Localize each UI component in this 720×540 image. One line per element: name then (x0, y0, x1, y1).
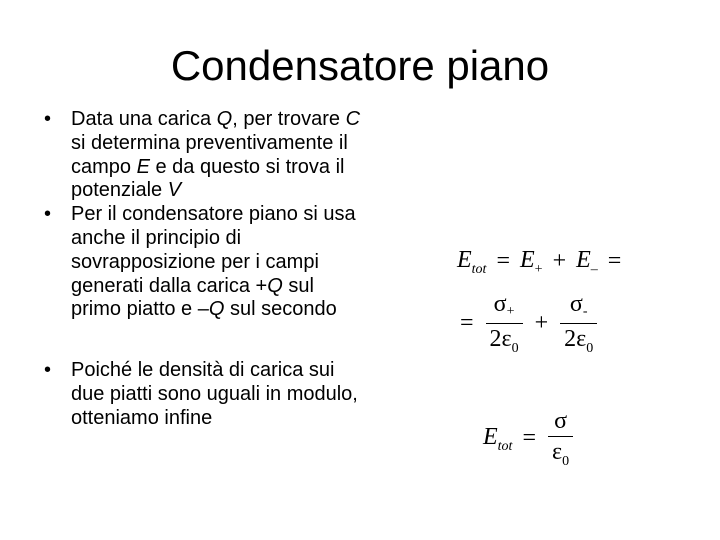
formula-subscript: + (506, 304, 515, 319)
formula-operator: + (534, 310, 549, 336)
bullet-text: e da questo si trova il potenziale (71, 155, 345, 202)
fraction-numerator (560, 291, 597, 324)
bullet-text-italic: V (167, 179, 182, 202)
fraction-denominator (486, 324, 523, 356)
formula-subscript: 0 (511, 341, 519, 356)
bullet-text-italic: E (136, 155, 150, 178)
fraction-numerator: σ (548, 408, 573, 437)
formula-total-field-result (483, 408, 575, 469)
formula-symbol: σ (493, 291, 507, 317)
formula-operator: = (460, 310, 474, 336)
formula-operator: = (496, 247, 510, 274)
formula-symbol: σ (569, 291, 583, 317)
formula-symbol: E (520, 247, 535, 273)
formula-operator: = (607, 247, 622, 274)
bullet-text: Poiché le densità di carica sui due piatti sono uguali in modulo, otteniamo infine (71, 359, 358, 429)
formula-subscript: – (590, 262, 598, 277)
bullet-text: , per trovare (232, 108, 346, 130)
fraction-numerator (486, 291, 523, 324)
formula-fraction (560, 291, 597, 356)
formula-symbol: E (576, 247, 591, 273)
bullet-text: sul secondo (224, 298, 337, 321)
bullet-item-2 (44, 203, 364, 322)
formula-symbol: ε (552, 439, 563, 465)
bullet-text-italic: C (345, 108, 361, 130)
formula-symbol: 2ε (489, 326, 512, 352)
formula-subscript: - (582, 304, 588, 319)
formula-operator: + (552, 247, 567, 274)
formula-subscript: 0 (586, 341, 594, 356)
formula-operator: = (522, 425, 536, 451)
slide-title: Condensatore piano (170, 42, 550, 89)
formula-symbol: E (457, 247, 472, 273)
bullet-text-italic: Q (216, 108, 233, 130)
bullet-list (44, 108, 364, 431)
fraction-denominator (560, 324, 597, 356)
bullet-text: sul primo piatto e – (71, 274, 314, 321)
bullet-text-italic: Q (208, 298, 225, 321)
formula-total-field-sum (457, 247, 625, 275)
formula-subscript: + (534, 262, 543, 277)
formula-fraction (486, 291, 523, 356)
bullet-text: si determina preventivamente il campo (71, 131, 348, 178)
formula-subscript: tot (471, 262, 487, 277)
fraction-denominator (548, 437, 573, 469)
formula-sigma-sum (456, 291, 599, 356)
formula-symbol: 2ε (564, 326, 587, 352)
bullet-item-1 (44, 108, 364, 203)
formula-subscript: 0 (562, 454, 570, 469)
formula-symbol: E (483, 424, 498, 451)
formula-subscript: tot (497, 439, 513, 455)
formula-fraction (548, 408, 573, 469)
bullet-text: Data una carica (71, 108, 217, 130)
bullet-text: Per il condensatore piano si usa anche il principio di sovrapposizione per i campi generati dalla carica + (71, 203, 356, 297)
bullet-item-3 (44, 359, 364, 430)
bullet-text-italic: Q (267, 274, 283, 297)
